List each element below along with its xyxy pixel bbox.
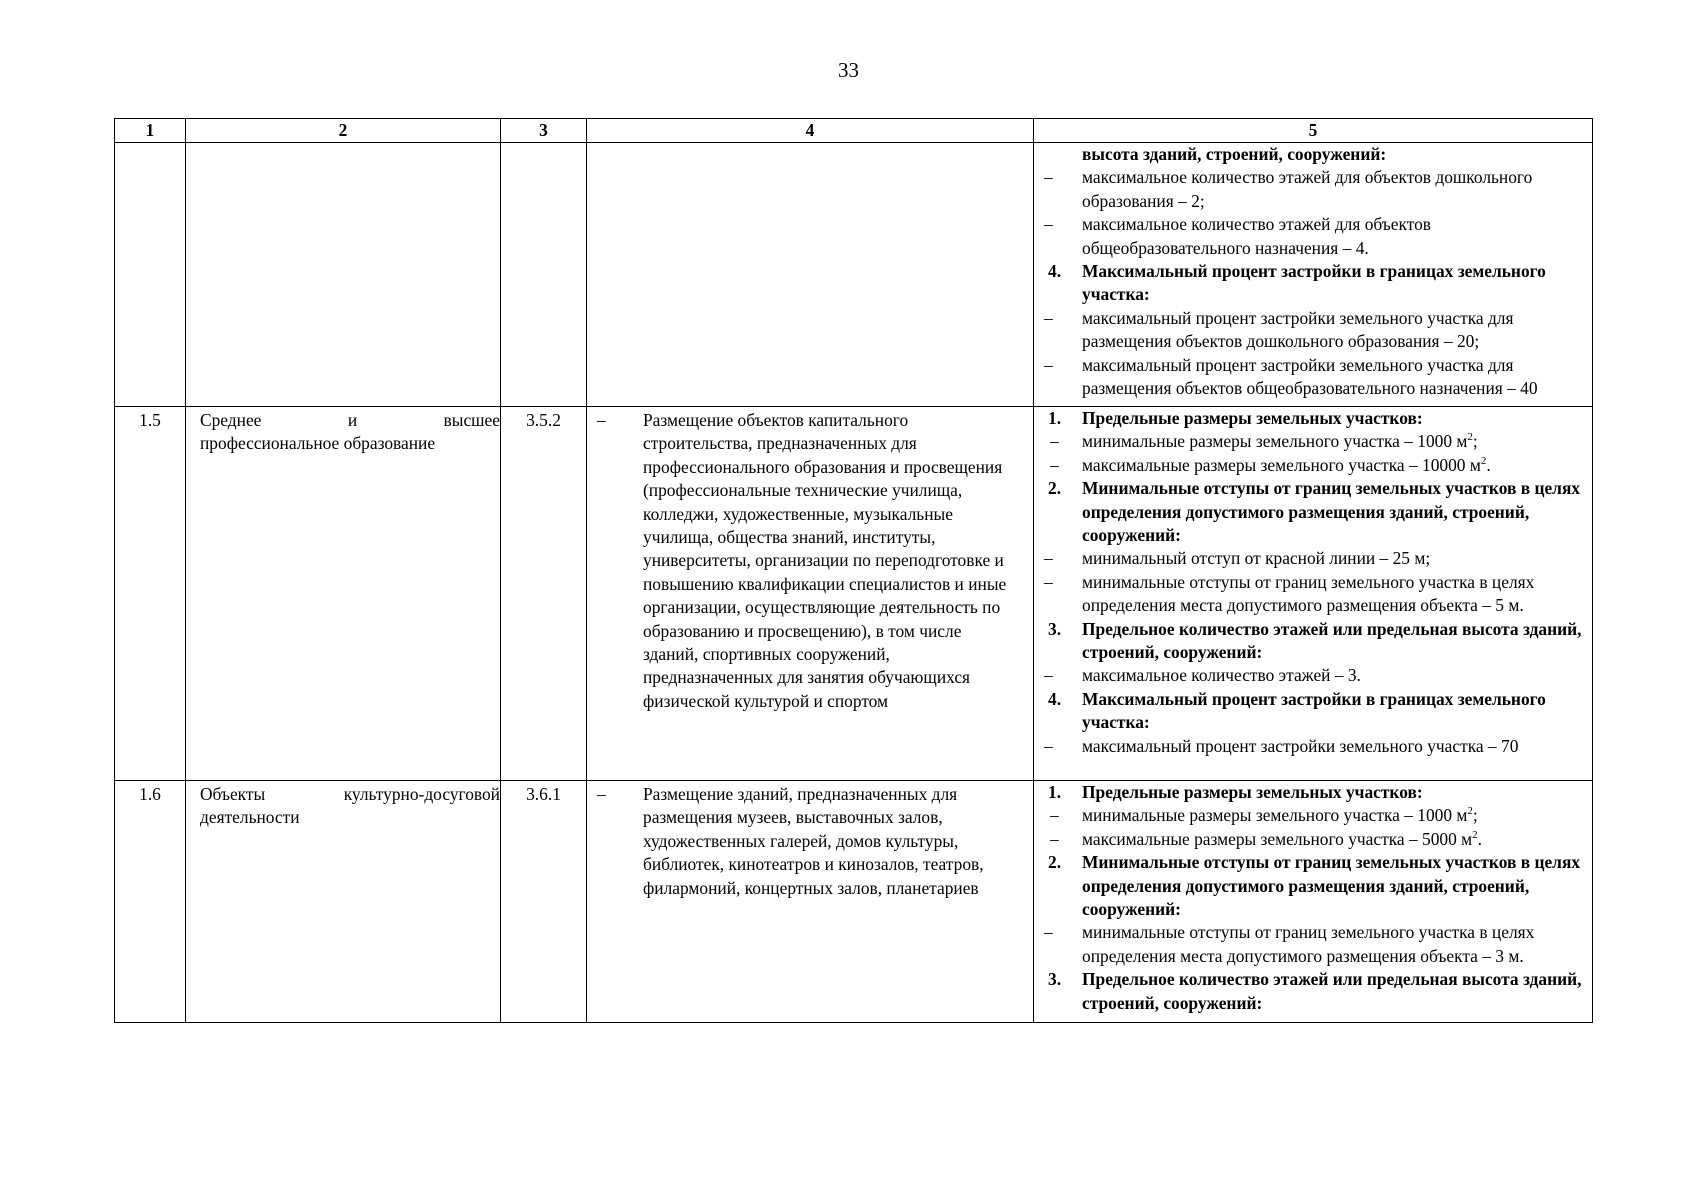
list-marker: 3. [1048,969,1062,990]
row-number: 1.5 [115,407,186,781]
parameter-text-tail: . [1486,454,1491,475]
use-type-name-word: и [347,410,358,430]
parameter-text [1082,828,1588,851]
row-number [115,143,186,407]
parameter-heading [1038,260,1588,307]
classifier-code: 3.6.1 [501,781,587,1023]
parameter-text-main: Максимальный процент застройки в границах земельного участка: [1082,688,1546,733]
use-type-name [186,781,501,1023]
list-marker: – [1044,665,1053,686]
list-marker: – [1044,922,1053,943]
column-header-2: 2 [186,119,501,143]
parameter-heading [1038,688,1588,735]
list-marker: – [1050,454,1059,475]
parameter-text-main: максимальные размеры земельного участка – 10000 м [1082,454,1481,475]
use-description [587,781,1034,1023]
parameter-item [1038,454,1588,477]
dash-marker: – [597,410,606,430]
parameter-text-main: максимальный процент застройки земельного участка – 70 [1082,735,1519,756]
column-header-4: 4 [587,119,1034,143]
parameter-text [1082,618,1588,665]
parameter-text-main: Максимальный процент застройки в границах земельного участка: [1082,261,1546,305]
parameter-item [1038,571,1588,618]
parameter-heading [1038,781,1588,804]
list-marker: 1. [1048,408,1062,428]
description-item [595,783,1019,900]
column-header-3: 3 [501,119,587,143]
parameter-item [1038,213,1588,260]
use-type-name-word: Среднее [200,410,262,430]
page-number: 33 [838,58,859,82]
description-item [595,409,1019,713]
parameter-heading [1038,143,1588,166]
parameter-text [1082,407,1588,430]
list-marker: – [1044,214,1053,235]
use-type-name [186,407,501,781]
use-description [587,407,1034,781]
parameter-text [1082,307,1588,354]
unit-superscript: 2 [1467,805,1473,818]
parameter-text-main: максимальное количество этажей для объектов дошкольного образования – 2; [1082,167,1533,211]
list-marker: 4. [1048,688,1062,709]
parameter-text [1082,921,1588,968]
list-marker: 1. [1048,782,1062,802]
parameter-text [1082,688,1588,735]
parameter-text-main: Предельное количество этажей или предельная высота зданий, строений, сооружений: [1082,969,1582,1013]
parameter-text [1082,354,1588,401]
use-type-name-line: деятельности [200,807,300,828]
parameter-item [1038,828,1588,851]
unit-superscript: 2 [1467,431,1473,444]
header-row [115,119,1593,143]
parameter-text-main: Предельные размеры земельных участков: [1082,408,1423,428]
parameter-text-tail: . [1477,828,1482,849]
list-marker: – [1050,431,1059,452]
list-marker: – [1050,828,1059,849]
list-marker: – [1044,307,1053,328]
row-number: 1.6 [115,781,186,1023]
parameter-heading [1038,477,1588,547]
parameter-heading [1038,407,1588,430]
use-type-name-line [200,409,500,432]
table-row [115,781,1593,1023]
list-marker: 4. [1048,261,1062,282]
classifier-code [501,143,587,407]
table-row [115,407,1593,781]
parameter-item [1038,354,1588,401]
parameter-text [1082,571,1588,618]
list-marker: – [1044,548,1053,569]
parameter-text [1082,454,1588,477]
parameter-item [1038,804,1588,827]
dash-marker: – [597,784,606,804]
use-description [587,143,1034,407]
parameters-cell [1034,781,1593,1023]
parameter-item [1038,921,1588,968]
parameter-text-main: максимальное количество этажей – 3. [1082,665,1361,686]
parameter-heading [1038,851,1588,921]
parameter-text-main: минимальные отступы от границ земельного участка в целях определения места допустимого размещения объекта – 3 м. [1082,922,1535,966]
parameters-cell [1034,407,1593,781]
use-type-name [186,143,501,407]
use-type-name-word: Объекты [200,784,266,804]
parameter-text [1082,166,1588,213]
list-marker: – [1044,571,1053,592]
table-row [115,143,1593,407]
parameter-text [1082,260,1588,307]
parameter-text [1082,664,1588,687]
parameter-item [1038,664,1588,687]
description-text: Размещение объектов капитального строительства, предназначенных для профессионального образования и просвещения (профессиональные технические училища, колледжи, художественные, музыкальные училища, общества знаний, институты, университеты, организации по переподготовке и повышению квалификации специалистов и иные организации, осуществляющие деятельность по образованию и просвещению), в том числе зданий, спортивных сооружений, предназначенных для занятия обучающихся физической культурой и спортом [643,410,1007,711]
parameter-text-main: Минимальные отступы от границ земельных участков в целях определения допустимого размещения зданий, строений, сооружений: [1082,478,1581,546]
unit-superscript: 2 [1480,455,1487,468]
parameter-text [1082,477,1588,547]
parameter-text-main: Предельное количество этажей или предельная высота зданий, строений, сооружений: [1082,618,1582,663]
parameter-item [1038,735,1588,758]
parameter-item [1038,547,1588,570]
list-marker [1038,143,1082,166]
parameter-text-main: максимальное количество этажей для объектов общеобразовательного назначения – 4. [1082,214,1432,258]
parameter-text-tail: ; [1472,805,1478,826]
parameter-text-main: минимальные размеры земельного участка – 1000 м [1082,805,1468,826]
parameter-item [1038,307,1588,354]
parameter-text [1082,781,1588,804]
description-text: Размещение зданий, предназначенных для размещения музеев, выставочных залов, художественных галерей, домов культуры, библиотек, кинотеатров и кинозалов, театров, филармоний, концертных залов, планетариев [643,784,984,898]
parameter-text-main: максимальный процент застройки земельного участка для размещения объектов дошкольного образования – 20; [1082,307,1514,352]
parameter-heading [1038,968,1588,1015]
parameter-text-main: максимальные размеры земельного участка – 5000 м [1082,828,1473,849]
parameter-text-tail: ; [1472,431,1478,452]
parameter-text [1082,735,1588,758]
parameter-text-main: высота зданий, строений, сооружений: [1082,144,1387,164]
parameter-item [1038,430,1588,453]
list-marker: – [1044,735,1053,756]
use-type-name-line: профессиональное образование [200,433,436,454]
list-marker: – [1044,167,1053,188]
column-header-1: 1 [115,119,186,143]
use-type-name-line [200,783,500,806]
list-marker: – [1044,354,1053,375]
list-marker: 2. [1048,478,1062,499]
parameter-text [1082,804,1588,827]
parameter-text [1082,213,1588,260]
parameter-item [1038,166,1588,213]
parameter-text [1082,143,1588,166]
list-marker: 3. [1048,618,1062,639]
list-marker: 2. [1048,852,1062,873]
parameter-text [1082,851,1588,921]
parameter-text [1082,430,1588,453]
parameter-text-main: максимальный процент застройки земельного участка для размещения объектов общеобразовательного назначения – 40 [1082,354,1538,399]
use-type-name-word: культурно-досуговой [343,784,500,804]
parameter-text-main: минимальный отступ от красной линии – 25 м; [1082,548,1431,569]
parameter-heading [1038,618,1588,665]
parameter-text-main: минимальные размеры земельного участка – 1000 м [1082,431,1468,452]
land-use-table [114,118,1593,1023]
use-type-name-word: высшее [443,410,500,430]
parameter-text [1082,547,1588,570]
parameter-text-main: Минимальные отступы от границ земельных участков в целях определения допустимого размещения зданий, строений, сооружений: [1082,852,1581,920]
unit-superscript: 2 [1472,829,1478,842]
parameter-text-main: минимальные отступы от границ земельного участка в целях определения места допустимого размещения объекта – 5 м. [1082,571,1535,616]
parameter-text [1082,968,1588,1015]
list-marker: – [1050,805,1059,826]
parameters-cell [1034,143,1593,407]
classifier-code: 3.5.2 [501,407,587,781]
parameter-text-main: Предельные размеры земельных участков: [1082,782,1423,802]
column-header-5: 5 [1034,119,1593,143]
